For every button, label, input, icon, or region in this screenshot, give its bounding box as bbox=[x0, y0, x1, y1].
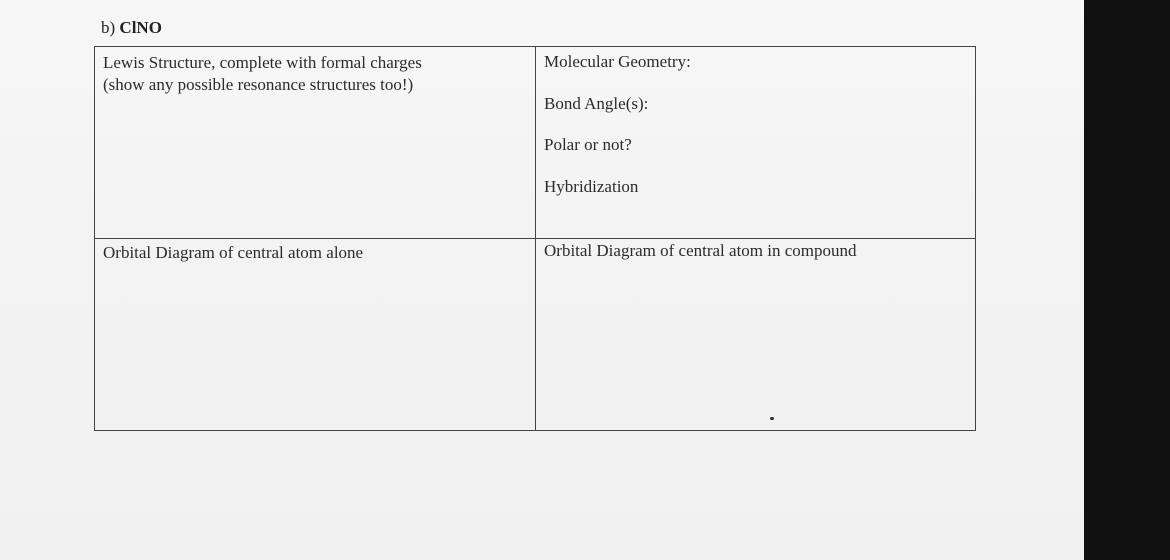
bond-angles-prompt: Bond Angle(s): bbox=[544, 94, 649, 113]
lewis-structure-prompt: Lewis Structure, complete with formal charges bbox=[103, 53, 422, 72]
resonance-prompt: (show any possible resonance structures too!) bbox=[103, 75, 414, 94]
question-heading bbox=[101, 18, 162, 38]
dark-border-edge bbox=[1084, 0, 1170, 560]
table-row-divider bbox=[95, 238, 975, 239]
orbital-diagram-compound-prompt: Orbital Diagram of central atom in compound bbox=[544, 241, 857, 260]
worksheet-table bbox=[94, 46, 976, 431]
paper-speck bbox=[770, 417, 774, 420]
orbital-diagram-alone-prompt: Orbital Diagram of central atom alone bbox=[103, 243, 364, 262]
polarity-prompt: Polar or not? bbox=[544, 135, 632, 154]
hybridization-prompt: Hybridization bbox=[544, 177, 639, 196]
question-part-label: b) bbox=[101, 18, 116, 37]
lewis-structure-cell bbox=[103, 52, 422, 96]
molecular-geometry-prompt: Molecular Geometry: bbox=[544, 52, 691, 71]
compound-formula: ClNO bbox=[119, 18, 162, 37]
